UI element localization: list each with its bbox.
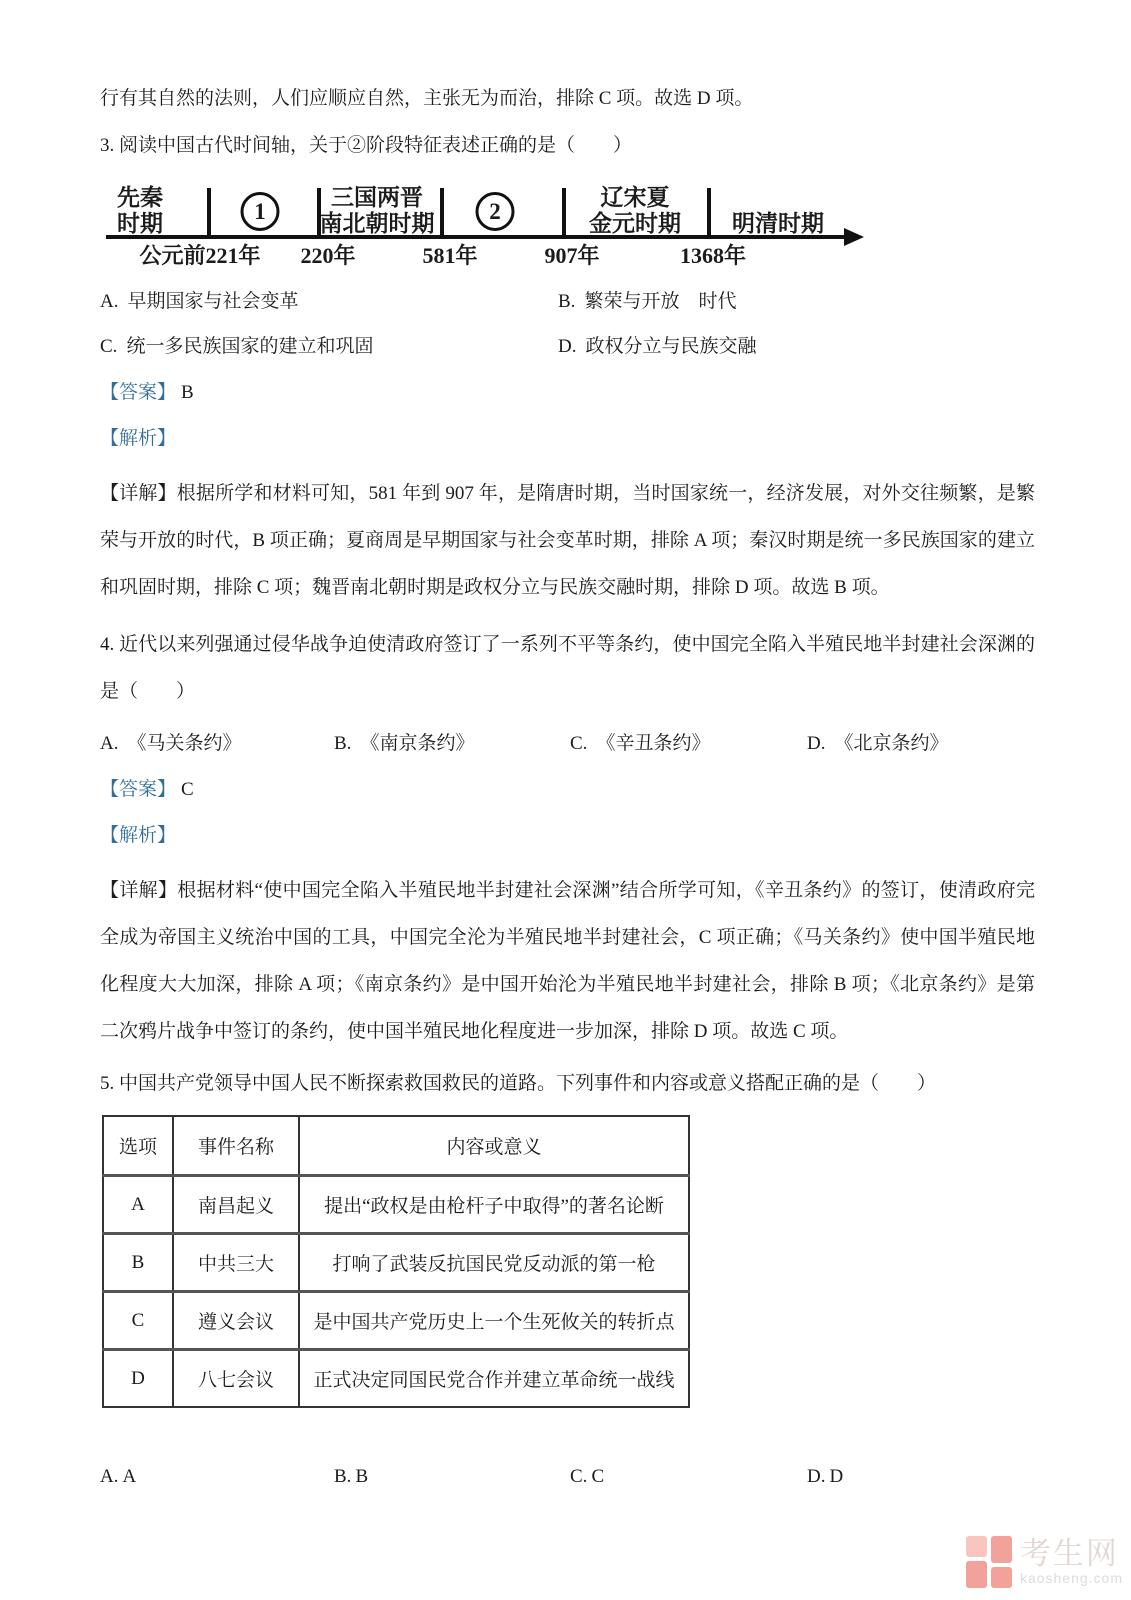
option-text: 政权分立与民族交融: [585, 336, 757, 357]
timeline-period-label-line: 先秦: [117, 185, 163, 210]
table-header-event: 事件名称: [173, 1116, 299, 1176]
option-a: [100, 729, 334, 758]
option-c: [100, 332, 558, 361]
timeline-period-label-line: 南北朝时期: [319, 211, 435, 236]
option-label: D.: [558, 336, 577, 357]
option-text: B: [355, 1466, 369, 1487]
watermark-site-name: 考生网: [1019, 1536, 1119, 1571]
option-text: 统一多民族国家的建立和巩固: [126, 336, 374, 357]
intro-continuation-text: 行有其自然的法则，人们应顺应自然，主张无为而治，排除 C 项。故选 D 项。: [100, 88, 754, 109]
timeline-period-liaosongxia: [589, 185, 681, 237]
answer-letter: B: [181, 382, 194, 403]
timeline-year-label: 公元前221年: [139, 243, 261, 268]
timeline-stage-2: [476, 192, 515, 231]
option-label: A.: [100, 291, 119, 312]
watermark: [966, 1536, 1123, 1588]
timeline-period-label-line: 明清时期: [732, 211, 824, 236]
question-4-answer: [100, 775, 1035, 804]
document-page: [100, 84, 1035, 1507]
option-label: A.: [100, 1466, 119, 1487]
table-cell-event: 中共三大: [173, 1234, 299, 1292]
analysis-label: 【解析】: [100, 825, 177, 846]
timeline-year-label: 220年: [300, 243, 356, 268]
option-c: [570, 1462, 807, 1491]
table-cell-meaning: 打响了武装反抗国民党反动派的第一枪: [299, 1234, 689, 1292]
timeline-tick-5: [707, 188, 711, 235]
table-row: [103, 1234, 689, 1292]
timeline-period-label-line: 三国两晋: [331, 185, 423, 210]
option-label: A.: [100, 733, 119, 754]
circled-number-1-icon: 1: [241, 192, 280, 231]
table-cell-event: 八七会议: [173, 1350, 299, 1408]
table-cell-option: D: [103, 1350, 173, 1408]
timeline-period-xianqin: [117, 185, 163, 237]
table-cell-meaning: 是中国共产党历史上一个生死攸关的转折点: [299, 1292, 689, 1350]
option-text: C: [591, 1466, 605, 1487]
table-row: [103, 1176, 689, 1234]
timeline-period-sanguo: [320, 185, 435, 237]
option-label: C.: [570, 1466, 588, 1487]
question-3-analysis: [100, 424, 1035, 453]
table-cell-option: B: [103, 1234, 173, 1292]
option-label: D.: [807, 733, 826, 754]
option-text: 《辛丑条约》: [596, 733, 711, 754]
question-3-detail: 【详解】根据所学和材料可知，581 年到 907 年，是隋唐时期，当时国家统一，经济发展，对外交往频繁，是繁荣与开放的时代，B 项正确；夏商周是早期国家与社会变革时期，排除 A 项；秦汉时期是统一多民族国家的建立和巩固时期，排除 C 项；魏晋南北朝时期是政权分立与民族交融时期，排除 D 项。故选 B 项。: [100, 483, 1035, 598]
table-cell-option: A: [103, 1176, 173, 1234]
timeline-period-label-line: 辽宋夏: [600, 185, 670, 210]
timeline-year-label: 1368年: [679, 243, 747, 268]
question-5-stem: 5. 中国共产党领导中国人民不断探索救国救民的道路。下列事件和内容或意义搭配正确的是（ ）: [100, 1073, 937, 1094]
answer-label: 【答案】: [100, 382, 177, 403]
question-5-options: [100, 1462, 1035, 1491]
kaosheng-logo-icon: [966, 1536, 1012, 1588]
table-cell-event: 南昌起义: [173, 1176, 299, 1234]
table-cell-option: C: [103, 1292, 173, 1350]
timeline-period-mingqing: [732, 211, 824, 237]
option-text: 早期国家与社会变革: [127, 291, 299, 312]
question-4-detail: 【详解】根据材料“使中国完全陷入半殖民地半封建社会深渊”结合所学可知，《辛丑条约》的签订，使清政府完全成为帝国主义统治中国的工具，中国完全沦为半殖民地半封建社会，C 项正确；《马关条约》使中国半殖民地化程度大大加深，排除 A 项；《南京条约》是中国开始沦为半殖民地半封建社会，排除 B 项；《北京条约》是第二次鸦片战争中签订的条约，使中国半殖民地化程度进一步加深，排除 D 项。故选 C 项。: [100, 880, 1035, 1042]
option-label: C.: [100, 336, 118, 357]
option-label: B.: [334, 1466, 352, 1487]
timeline-stage-1: [241, 192, 280, 231]
option-text: D: [829, 1466, 844, 1487]
option-label: B.: [334, 733, 352, 754]
option-c: [570, 729, 807, 758]
table-cell-meaning: 正式决定同国民党合作并建立革命统一战线: [299, 1350, 689, 1408]
circled-number-2-icon: 2: [476, 192, 515, 231]
table-header-meaning: 内容或意义: [299, 1116, 689, 1176]
timeline-arrow-icon: [844, 228, 864, 246]
table-cell-meaning: 提出“政权是由枪杆子中取得”的著名论断: [299, 1176, 689, 1234]
timeline-tick-4: [562, 188, 566, 235]
timeline-period-label-line: 时期: [117, 211, 163, 236]
option-label: D.: [807, 1466, 826, 1487]
table-header-option: 选项: [103, 1116, 173, 1176]
answer-letter: C: [181, 779, 194, 800]
option-text: 《北京条约》: [834, 733, 949, 754]
table-header-row: [103, 1116, 689, 1176]
option-a: [100, 287, 558, 316]
timeline-year-label: 581年: [422, 243, 478, 268]
answer-label: 【答案】: [100, 779, 177, 800]
question-3-answer: [100, 378, 1035, 407]
timeline-year-label: 907年: [544, 243, 600, 268]
timeline-tick-3: [440, 188, 444, 235]
analysis-label: 【解析】: [100, 428, 177, 449]
question-3-stem: 3. 阅读中国古代时间轴，关于②阶段特征表述正确的是（ ）: [100, 135, 633, 156]
question-4-analysis: [100, 821, 1035, 850]
option-label: C.: [570, 733, 588, 754]
timeline-tick-1: [207, 188, 211, 235]
option-d: [807, 729, 1035, 758]
option-b: [558, 287, 1035, 316]
events-table: [102, 1115, 690, 1408]
question-3-options: [100, 287, 1035, 361]
timeline-period-label-line: 金元时期: [589, 211, 681, 236]
timeline-figure: [100, 175, 1035, 271]
option-b: [334, 729, 570, 758]
option-text: 《南京条约》: [360, 733, 475, 754]
option-text: A: [122, 1466, 137, 1487]
option-b: [334, 1462, 570, 1491]
question-4-stem: 4. 近代以来列强通过侵华战争迫使清政府签订了一系列不平等条约，使中国完全陷入半殖民地半封建社会深渊的是（ ）: [100, 634, 1035, 702]
option-text: 《马关条约》: [127, 733, 242, 754]
option-a: [100, 1462, 334, 1491]
option-d: [807, 1462, 1035, 1491]
table-cell-event: 遵义会议: [173, 1292, 299, 1350]
option-label: B.: [558, 291, 576, 312]
watermark-site-url: kaosheng.com: [1019, 1570, 1123, 1586]
table-row: [103, 1350, 689, 1408]
question-4-options: [100, 729, 1035, 758]
table-row: [103, 1292, 689, 1350]
option-text: 繁荣与开放 时代: [584, 291, 737, 312]
option-d: [558, 332, 1035, 361]
